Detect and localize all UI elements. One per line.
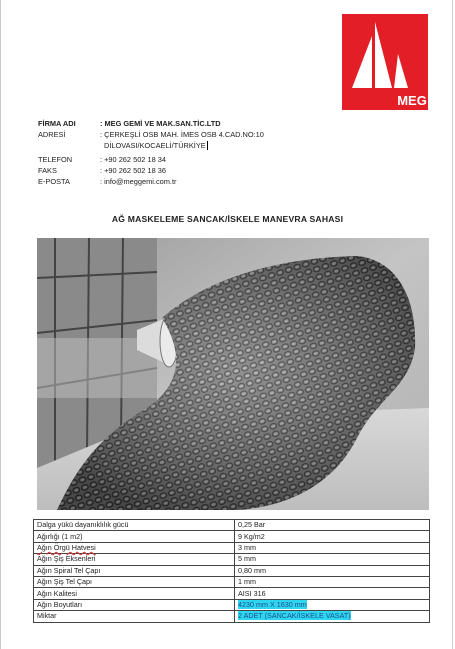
spec-table	[33, 519, 430, 623]
spec-key: Ağın Spiral Tel Çapı	[34, 565, 235, 576]
text-cursor	[207, 141, 208, 150]
spec-key: Ağın Kalitesi	[34, 588, 235, 599]
phone-row	[38, 155, 264, 166]
spec-value	[235, 599, 430, 610]
address-label: ADRESİ	[38, 129, 66, 139]
logo-text: MEG	[397, 93, 427, 108]
address-row-2	[38, 141, 264, 152]
meg-logo	[342, 14, 428, 110]
firm-value: : MEG GEMİ VE MAK.SAN.TİC.LTD	[100, 119, 221, 128]
table-row	[34, 588, 430, 599]
fax-row	[38, 166, 264, 177]
table-row	[34, 599, 430, 610]
phone-label: TELEFON	[38, 155, 73, 165]
table-row	[34, 565, 430, 576]
table-row	[34, 542, 430, 553]
fax-label: FAKS	[38, 166, 57, 176]
spec-value: 1 mm	[235, 576, 430, 587]
spec-value: 5 mm	[235, 554, 430, 565]
spec-value: 0,80 mm	[235, 565, 430, 576]
document-title: AĞ MASKELEME SANCAK/İSKELE MANEVRA SAHASI	[111, 214, 344, 224]
firm-label: FİRMA ADI	[38, 119, 76, 128]
table-row	[34, 520, 430, 531]
address-row	[38, 130, 264, 141]
table-row	[34, 531, 430, 542]
spec-value: 9 Kg/m2	[235, 531, 430, 542]
spec-value: 3 mm	[235, 542, 430, 553]
address-line1: : ÇERKEŞLİ OSB MAH. İMES OSB 4.CAD.NO:10	[100, 129, 264, 139]
email-value: : info@meggemi.com.tr	[100, 176, 177, 186]
address-line2: DİLOVASI/KOCAELİ/TÜRKİYE	[104, 140, 206, 150]
email-label: E-POSTA	[38, 176, 70, 186]
highlighted-value: 4230 mm X 1630 mm	[238, 599, 307, 609]
spec-key: Ağın Boyutları	[34, 599, 235, 610]
product-photo	[37, 238, 429, 510]
email-row	[38, 177, 264, 188]
table-row	[34, 576, 430, 587]
spec-key: Miktar	[34, 611, 235, 622]
fax-value: : +90 262 502 18 36	[100, 166, 166, 176]
company-info	[38, 119, 264, 188]
spec-key: Dalga yükü dayanıklılık gücü	[34, 520, 235, 531]
firm-row	[38, 119, 264, 130]
highlighted-value: 2 ADET (SANCAK/İSKELE VASAT)	[238, 611, 351, 621]
spec-key: Ağın Şiş Eksenleri	[34, 554, 235, 565]
table-row	[34, 611, 430, 622]
spec-key	[34, 542, 235, 553]
spec-key: Ağırlığı (1 m2)	[34, 531, 235, 542]
spec-value: AISI 316	[235, 588, 430, 599]
phone-value: : +90 262 502 18 34	[100, 155, 166, 165]
spec-value: 0,25 Bar	[235, 520, 430, 531]
spec-key: Ağın Şiş Tel Çapı	[34, 576, 235, 587]
table-row	[34, 554, 430, 565]
page-edge-right	[452, 0, 453, 649]
spec-key-text: Ağın Örgü Hatvesi	[37, 542, 96, 552]
page-edge-left	[0, 0, 1, 649]
spec-value	[235, 611, 430, 622]
